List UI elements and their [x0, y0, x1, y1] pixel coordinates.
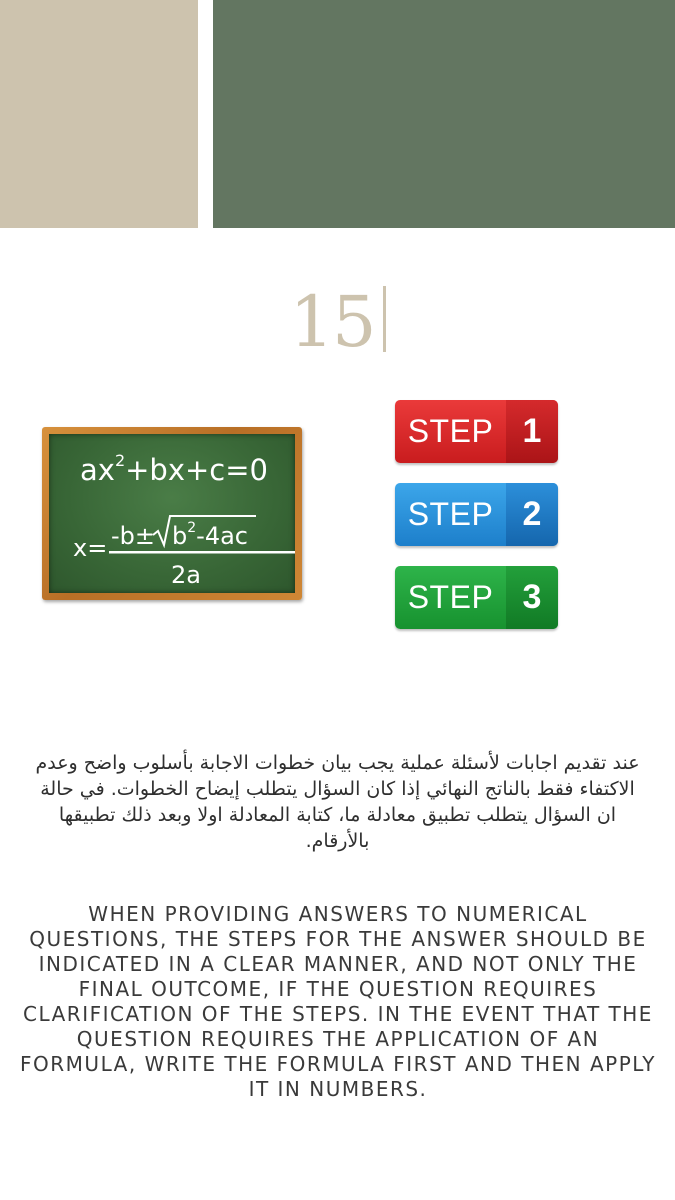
formula-radicand: $b^2-4ac$	[172, 520, 248, 550]
page-number	[0, 281, 675, 363]
green-header-block	[213, 0, 675, 228]
beige-header-block	[0, 0, 198, 228]
step-label: STEP	[407, 579, 494, 615]
formula-denominator: 2a	[171, 561, 201, 589]
step-3-badge	[395, 566, 558, 629]
page-number-divider	[383, 286, 386, 352]
step-label: STEP	[407, 413, 494, 449]
step-1-badge	[395, 400, 558, 463]
english-paragraph: WHEN PROVIDING ANSWERS TO NUMERICAL QUESTIONS, THE STEPS FOR THE ANSWER SHOULD BE INDICATED IN A CLEAR MANNER, AND NOT ONLY THE FINAL OUTCOME, IF THE QUESTION REQUIRES CLARIFICATION OF THE STEPS. IN THE EVENT THAT THE QUESTION REQUIRES THE APPLICATION OF AN FORMULA, WRITE THE FORMULA FIRST AND THEN APPLY IT IN NUMBERS.	[20, 902, 656, 1101]
step-2-badge	[395, 483, 558, 546]
chalkboard-illustration	[42, 427, 302, 600]
page-number-text: 15	[289, 281, 375, 363]
step-label: STEP	[407, 496, 494, 532]
step-number: 1	[506, 400, 558, 463]
equation-text: $ax^2+bx+c=0$	[80, 451, 268, 487]
formula-numerator: -b±	[111, 522, 156, 550]
quadratic-formula	[49, 434, 295, 593]
step-number: 2	[506, 483, 558, 546]
arabic-paragraph: عند تقديم اجابات لأسئلة عملية يجب بيان خطوات الاجابة بأسلوب واضح وعدم الاكتفاء فقط بالناتج النهائي إذا كان السؤال يتطلب إيضاح الخطوات. في حالة ان السؤال يتطلب تطبيق معادلة ما، كتابة المعادلة اولا وبعد ذلك تطبيقها بالأرقام.	[35, 752, 640, 852]
fraction-bar	[109, 551, 295, 554]
chalkboard-surface	[49, 434, 295, 593]
formula-lhs: x=	[73, 534, 108, 562]
step-number: 3	[506, 566, 558, 629]
